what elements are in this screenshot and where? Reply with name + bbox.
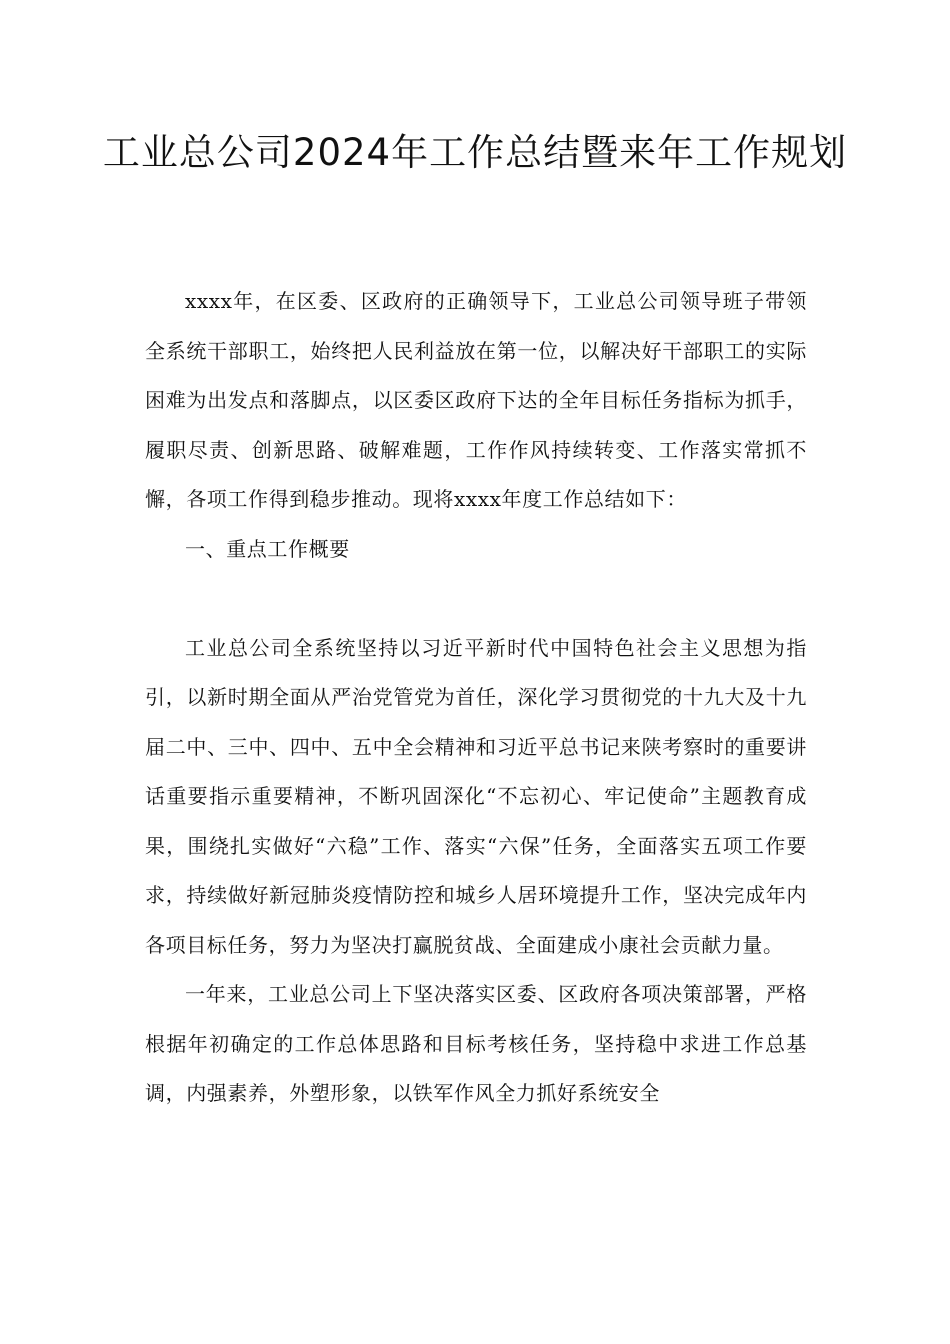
document-title: 工业总公司2024年工作总结暨来年工作规划 [102, 131, 848, 174]
section-heading: 一、重点工作概要 [185, 536, 350, 561]
overview-paragraph: 工业总公司全系统坚持以习近平新时代中国特色社会主义思想为指引，以新时期全面从严治党管党为首任，深化学习贯彻党的十九大及十九届二中、三中、四中、五中全会精神和习近平总书记来陕考察时的重要讲话重要指示重要精神，不断巩固深化“不忘初心、牢记使命”主题教育成果，围绕扎实做好“六稳”工作、落实“六保”任务，全面落实五项工作要求，持续做好新冠肺炎疫情防控和城乡人居环境提升工作，坚决完成年内各项目标任务，努力为坚决打赢脱贫战、全面建成小康社会贡献力量。 [145, 635, 807, 957]
intro-paragraph: xxxx年，在区委、区政府的正确领导下，工业总公司领导班子带领全系统干部职工，始终把人民利益放在第一位，以解决好干部职工的实际困难为出发点和落脚点，以区委区政府下达的全年目标任务指标为抓手，履职尽责、创新思路、破解难题，工作作风持续转变、工作落实常抓不懈，各项工作得到稳步推动。现将xxxx年度工作总结如下： [145, 289, 807, 511]
year-review-paragraph: 一年来，工业总公司上下坚决落实区委、区政府各项决策部署，严格根据年初确定的工作总体思路和目标考核任务，坚持稳中求进工作总基调，内强素养，外塑形象，以铁军作风全力抓好系统安全 [145, 982, 807, 1105]
document-body [145, 277, 807, 1119]
